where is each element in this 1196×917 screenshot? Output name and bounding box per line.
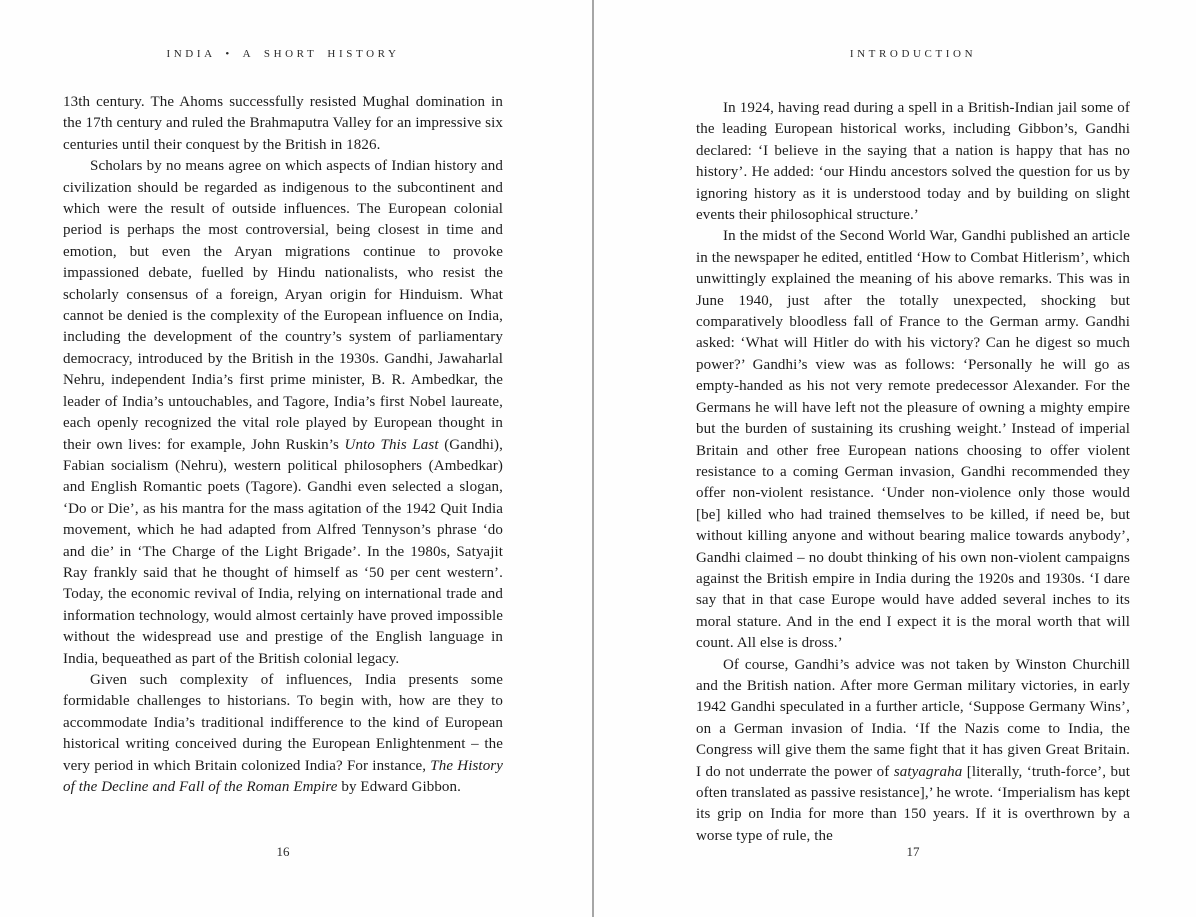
- running-header-left: INDIA • A SHORT HISTORY: [166, 48, 400, 60]
- page-left: [63, 0, 503, 917]
- body-paragraph: 13th century. The Ahoms successfully resisted Mughal domination in the 17th century and ruled the Brahmaputra Valley for an impressive six centuries until their conquest by the British in 1826.: [63, 94, 503, 153]
- page-left-body: [63, 92, 503, 798]
- italic-title: Unto This Last: [344, 436, 439, 453]
- page-number-right: 17: [906, 844, 920, 859]
- body-paragraph: Scholars by no means agree on which aspects of Indian history and civilization should be regarded as indigenous to the subcontinent and which were the result of outside influences. The European colonial period is perhaps the most controversial, being closest in time and emotion, but even the Aryan migrations continue to provoke impassioned debate, fuelled by Hindu nationalists, who resist the scholarly consensus of a foreign, Aryan origin for Hinduism. What cannot be denied is the complexity of the European influence on India, including the development of the country’s system of parliamentary democracy, introduced by the British in the 1930s. Gandhi, Jawaharlal Nehru, independent India’s first prime minister, B. R. Ambedkar, the leader of India’s untouchables, and Tagore, India’s first Nobel laureate, each openly recognized the vital role played by European thought in their own lives: for example, John Ruskin’s Unto This Last (Gandhi), Fabian socialism (Nehru), western political philosophers (Ambedkar) and English Romantic poets (Tagore). Gandhi even selected a slogan, ‘Do or Die’, as his mantra for the mass agitation of the 1942 Quit India movement, which he had adapted from Alfred Tennyson’s phrase ‘do and die’ in ‘The Charge of the Light Brigade’. In the 1980s, Satyajit Ray frankly said that he thought of himself as ‘50 per cent western’. Today, the economic revival of India, relying on international trade and information technology, would almost certainly have proved impossible without the widespread use and prestige of the English language in India, bequeathed as part of the British colonial legacy.: [63, 158, 503, 667]
- body-paragraph: In 1924, having read during a spell in a British-Indian jail some of the leading European historical works, including Gibbon’s, Gandhi declared: ‘I believe in the saying that a nation is happy that has no history’. He added: ‘our Hindu ancestors solved the question for us by ignoring history as it is understood today and by building on slight events their philosophical structure.’: [696, 100, 1130, 224]
- page-right: [696, 0, 1130, 917]
- page-number-left: 16: [276, 844, 290, 859]
- body-paragraph: In the midst of the Second World War, Gandhi published an article in the newspaper he edited, entitled ‘How to Combat Hitlerism’, which unwittingly explained the meaning of his above remarks. This was in June 1940, just after the totally unexpected, shocking but comparatively bloodless fall of France to the German army. Gandhi asked: ‘What will Hitler do with his victory? Can he digest so much power?’ Gandhi’s view was as follows: ‘Personally he will go as empty-handed as his not very remote predecessor Alexander. For the Germans he will have left not the pleasure of owning a mighty empire but the burden of sustaining its crushing weight.’ Instead of imperial Britain and other free European nations choosing to offer violent resistance to a coming German invasion, Gandhi recommended they offer non-violent resistance. ‘Under non-violence only those would [be] killed who had trained themselves to be killed, if need be, but without killing anyone and without bearing malice towards anybody’, Gandhi claimed – no doubt thinking of his own non-violent campaigns against the British empire in India during the 1920s and 1930s. ‘I dare say that in that case Europe would have added several inches to its moral stature. And in the end I expect it is the moral worth that will count. All else is dross.’: [696, 228, 1130, 652]
- page-right-body: [696, 98, 1130, 847]
- italic-title: The History of the Decline and Fall of the Roman Empire: [63, 757, 503, 795]
- body-paragraph: Of course, Gandhi’s advice was not taken by Winston Churchill and the British nation. After more German military victories, in early 1942 Gandhi speculated in a further article, ‘Suppose Germany Wins’, on a German invasion of India. ‘If the Nazis come to India, the Congress will give them the same fight that it has given Great Britain. I do not underrate the power of satyagraha [literally, ‘truth-force’, but often translated as passive resistance],’ he wrote. ‘Imperialism has kept its grip on India for more than 150 years. If it is overthrown by a worse type of rule, the: [696, 656, 1130, 844]
- body-paragraph: Given such complexity of influences, India presents some formidable challenges to historians. To begin with, how are they to accommodate India’s traditional indifference to the kind of European historical writing conceived during the European Enlightenment – the very period in which Britain colonized India? For instance, The History of the Decline and Fall of the Roman Empire by Edward Gibbon.: [63, 671, 503, 795]
- page-gutter-divider: [592, 0, 594, 917]
- running-header-right: INTRODUCTION: [849, 48, 977, 60]
- italic-title: satyagraha: [893, 763, 963, 780]
